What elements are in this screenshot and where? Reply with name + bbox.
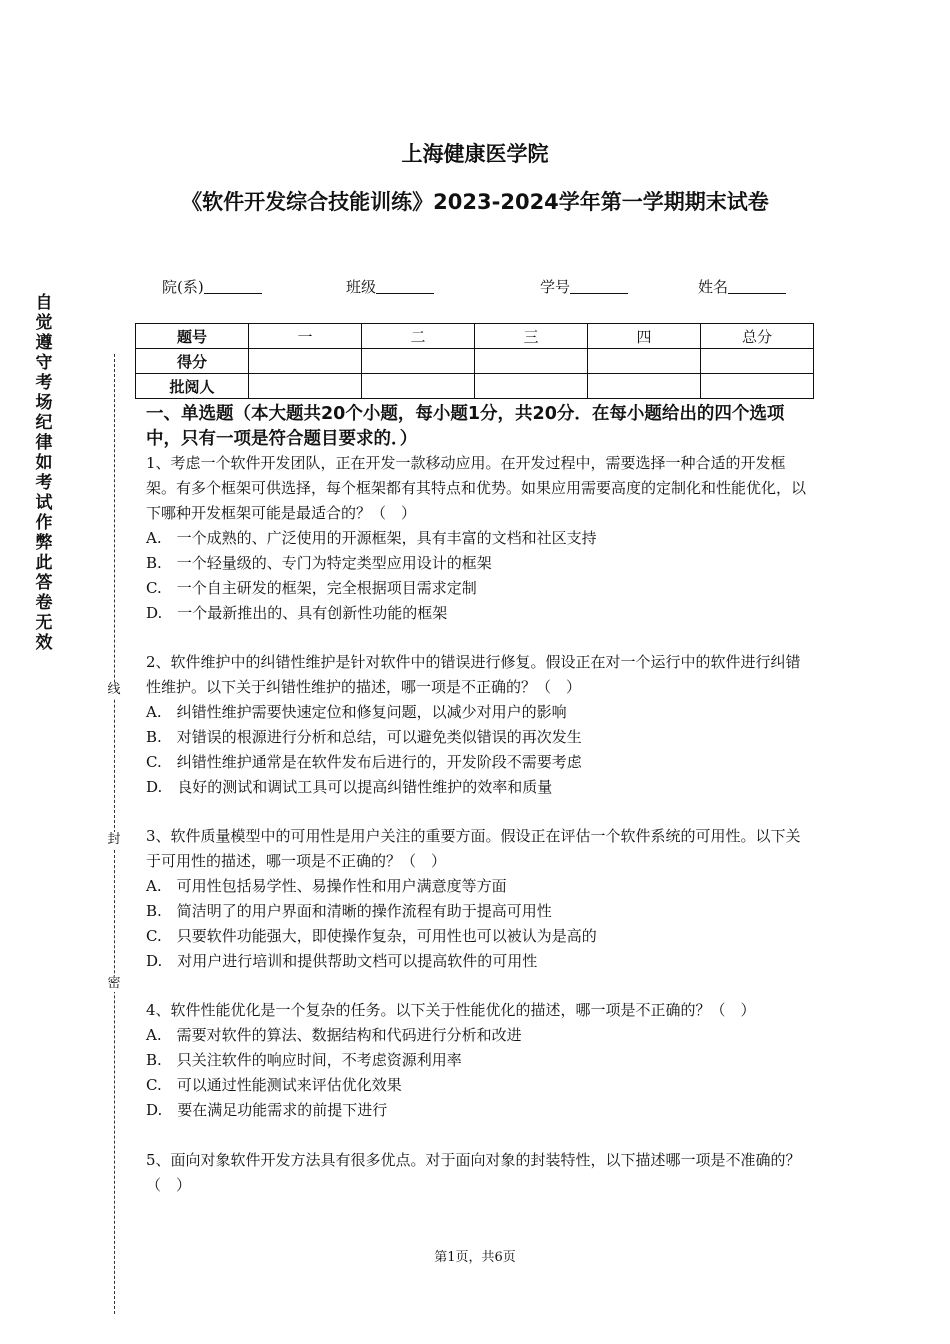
seal-mark-seal: 封 [107,832,121,847]
class-field[interactable] [346,276,434,297]
score-col-header: 一 [249,324,362,349]
grader-cell[interactable] [588,374,701,399]
score-table-header-row [136,324,814,349]
question-stem: 2、软件维护中的纠错性维护是针对软件中的错误进行修复。假设正在对一个运行中的软件进行纠错性维护。以下关于纠错性维护的描述，哪一项是不正确的？（ ） [146,653,801,696]
option-d[interactable]: D. 对用户进行培训和提供帮助文档可以提高软件的可用性 [146,952,538,970]
question-3 [146,824,812,974]
score-table-grader-row [136,374,814,399]
id-blank[interactable] [570,279,628,294]
name-label: 姓名 [698,278,729,296]
option-c[interactable]: C. 只要软件功能强大，即使操作复杂，可用性也可以被认为是高的 [146,927,597,945]
score-row-label: 题号 [136,324,249,349]
score-cell[interactable] [475,349,588,374]
score-row-label: 批阅人 [136,374,249,399]
grader-cell[interactable] [362,374,475,399]
option-d[interactable]: D. 一个最新推出的、具有创新性功能的框架 [146,604,448,622]
grader-cell[interactable] [249,374,362,399]
question-stem: 4、软件性能优化是一个复杂的任务。以下关于性能优化的描述，哪一项是不正确的？（ ） [146,1001,756,1019]
option-a[interactable]: A. 可用性包括易学性、易操作性和用户满意度等方面 [146,877,507,895]
name-blank[interactable] [728,279,786,294]
option-b[interactable]: B. 一个轻量级的、专门为特定类型应用设计的框架 [146,554,492,572]
grader-cell[interactable] [701,374,814,399]
dept-label: 院(系) [162,278,204,296]
grader-cell[interactable] [475,374,588,399]
id-field[interactable] [540,276,628,297]
seal-mark-secret: 密 [107,976,121,991]
question-5 [146,1148,812,1198]
option-c[interactable]: C. 纠错性维护通常是在软件发布后进行的，开发阶段不需要考虑 [146,753,582,771]
question-stem: 1、考虑一个软件开发团队，正在开发一款移动应用。在开发过程中，需要选择一种合适的开发框架。有多个框架可供选择，每个框架都有其特点和优势。如果应用需要高度的定制化和性能优化，以下哪种开发框架可能是最适合的？（ ） [146,454,807,522]
option-b[interactable]: B. 简洁明了的用户界面和清晰的操作流程有助于提高可用性 [146,902,552,920]
score-col-header: 四 [588,324,701,349]
score-cell[interactable] [249,349,362,374]
option-b[interactable]: B. 对错误的根源进行分析和总结，可以避免类似错误的再次发生 [146,728,582,746]
school-name: 上海健康医学院 [401,142,549,166]
class-label: 班级 [346,278,377,296]
score-col-header: 总分 [701,324,814,349]
score-col-header: 二 [362,324,475,349]
question-stem: 3、软件质量模型中的可用性是用户关注的重要方面。假设正在评估一个软件系统的可用性。以下关于可用性的描述，哪一项是不正确的？（ ） [146,827,801,870]
score-col-header: 三 [475,324,588,349]
option-a[interactable]: A. 需要对软件的算法、数据结构和代码进行分析和改进 [146,1026,522,1044]
option-d[interactable]: D. 要在满足功能需求的前提下进行 [146,1101,388,1119]
option-d[interactable]: D. 良好的测试和调试工具可以提高纠错性维护的效率和质量 [146,778,553,796]
score-cell[interactable] [362,349,475,374]
dept-blank[interactable] [204,279,262,294]
option-a[interactable]: A. 纠错性维护需要快速定位和修复问题，以减少对用户的影响 [146,703,567,721]
seal-mark-line: 线 [107,682,121,697]
score-row-label: 得分 [136,349,249,374]
name-field[interactable] [698,276,786,297]
score-cell[interactable] [701,349,814,374]
score-table-score-row [136,349,814,374]
option-b[interactable]: B. 只关注软件的响应时间，不考虑资源利用率 [146,1051,462,1069]
score-table [135,323,814,399]
section-heading: 一、单选题（本大题共20个小题，每小题1分，共20分．在每小题给出的四个选项中，只有一项是符合题目要求的．） [146,404,785,449]
question-4 [146,998,812,1123]
page-footer: 第1页，共6页 [434,1250,516,1265]
dept-field[interactable] [162,276,262,297]
exam-title: 《软件开发综合技能训练》2023-2024学年第一学期期末试卷 [181,190,769,214]
option-c[interactable]: C. 可以通过性能测试来评估优化效果 [146,1076,402,1094]
question-1 [146,451,812,626]
score-cell[interactable] [588,349,701,374]
question-2 [146,650,812,800]
question-stem: 5、面向对象软件开发方法具有很多优点。对于面向对象的封装特性，以下描述哪一项是不准确的？（ ） [146,1151,801,1194]
option-c[interactable]: C. 一个自主研发的框架，完全根据项目需求定制 [146,579,477,597]
side-notice: 自 觉 遵 守 考 场 纪 律 如 考 试 作 弊 此 答 卷 无 效 [35,293,53,653]
option-a[interactable]: A. 一个成熟的、广泛使用的开源框架，具有丰富的文档和社区支持 [146,529,597,547]
id-label: 学号 [540,278,571,296]
class-blank[interactable] [376,279,434,294]
